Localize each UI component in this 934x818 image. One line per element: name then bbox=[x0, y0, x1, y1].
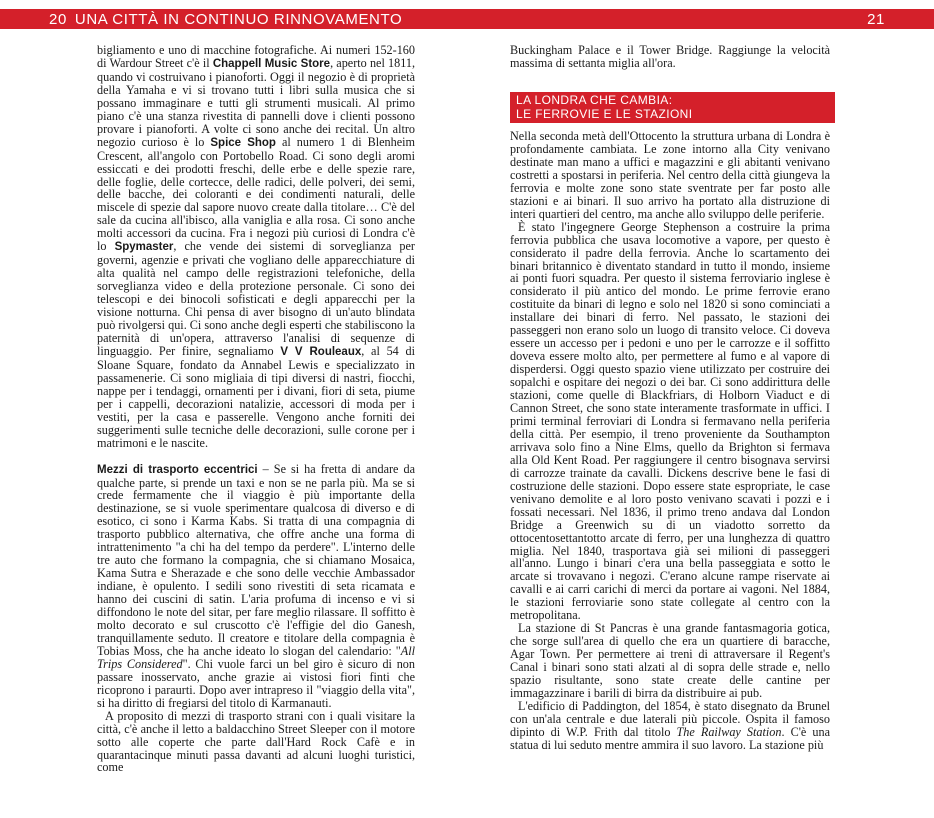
section-heading bbox=[510, 92, 835, 123]
shop-name: Spice Shop bbox=[210, 136, 276, 149]
paddington-paragraph: L'edificio di Paddington, del 1854, è stato disegnato da Brunel con un'ala centrale e due laterali più piccole. Ospita il famoso dipinto di W.P. Frith dal titolo The Railway Station. C'è una statua di lui seduto mentre ammira il suo lavoro. La stazione più bbox=[510, 698, 830, 752]
continued-paragraph: Buckingham Palace e il Tower Bridge. Raggiunge la velocità massima di settanta miglia all'ora. bbox=[510, 43, 830, 70]
running-header-bar bbox=[0, 9, 934, 29]
shop-name: Spymaster bbox=[114, 241, 174, 254]
right-column-top bbox=[510, 44, 830, 70]
section-heading-line-2: LE FERROVIE E LE STAZIONI bbox=[516, 106, 693, 121]
paragraph-lead: Mezzi di trasporto eccentrici bbox=[97, 463, 258, 476]
stephenson-paragraph: È stato l'ingegnere George Stephenson a costruire la prima ferrovia pubblica che usava locomotive a vapore, per questo è considerato il padre della ferrovia. Anche lo scartamento dei binari britannico è diventato standard in tutto il mondo, insieme ai ponti fuori squadra. Per questo il sistema ferroviario inglese è considerato il più antico del mondo. Le prime ferrovie erano costituite da binari di legno e solo nel 1820 si sono cominciati a installare dei binari di ferro. Nel passato, le stazioni dei passeggeri non erano solo un luogo di transito veloce. Ci doveva essere un accesso per i pedoni e uno per le carrozze e il soffitto doveva essere molto alto, per permettere al fumo e al vapore di disperdersi. Oggi questo spazio viene utilizzato per costruire dei sopalchi e ospitare dei negozi o dei bar. Ci sono addirittura delle stazioni, come quelle di Blackfriars, di Holborn Viaduct e di Cannon Street, che sono state interamente trasformate in uffici. I primi terminal ferroviari di Londra si fermavano nella periferia della città. Per esempio, il treno proveniente da Southampton arrivava solo fino a Nine Elms, quello da Brighton si fermava alla Old Kent Road. Per raggiungere il centro bisognava servirsi di carrozze trainate da cavalli. Dickens descrive bene le fasi di costruzione delle stazioni. Dopo essere state espropriate, le case venivano demolite e al loro posto venivano scavati i pozzi e i fossati necessari. Nel 1836, il primo treno andava dal London Bridge a Greenwich su di un viadotto sorretto da ottocentosettantotto arcate di ferro, per una lunghezza di quattro miglia. Nel 1840, trasportava già sei milioni di passeggeri all'anno. Lungo i binari c'era una bella passeggiata e sotto le arcate si trovavano i negozi. C'erano alcune rampe riservate ai cavalli e ai carri carichi di merci da portare ai vagoni. Nel 1884, le stazioni ferroviarie sono state collegate al centro con la metropolitana. bbox=[510, 219, 830, 623]
shop-name: Chappell Music Store bbox=[212, 57, 331, 70]
section-heading-line-1: LA LONDRA CHE CAMBIA: bbox=[516, 93, 673, 107]
shops-paragraph: bigliamento e uno di macchine fotografiche. Ai numeri 152-160 di Wardour Street c'è il Chappell Music Store, aperto nel 1811, quando vi costruivano i pianoforti. Oggi il negozio è di proprietà della Yamaha e vi si trovano tutti i libri sulla musica che si possano immaginare e tutti gli strumenti musicali. Al primo piano c'è una stanza rivestita di pannelli dove i clienti possono provare i pianoforti. A volte ci sono anche dei recital. Un altro negozio curioso è lo Spice Shop al numero 1 di Blenheim Crescent, all'angolo con Portobello Road. Ci sono degli aromi essiccati e dei prodotti freschi, delle erbe e delle spezie rare, delle foglie, delle cortecce, delle radici, delle polveri, dei semi, delle bacche, dei coloranti e dei condimenti naturali, delle miscele di spezie dal sapore nuovo create dalla titolare… C'è del sale da cucina all'ibisco, alla vaniglia e alla rosa. Ci sono anche molti accessori da cucina. Fra i negozi più curiosi di Londra c'è lo Spymaster, che vende dei sistemi di sorveglianza per governi, agenzie e privati che vogliano delle apparecchiature di alta qualità nel campo delle registrazioni telefoniche, della sorveglianza video e della protezione personale. Ci sono dei telescopi e dei binocoli sofisticati e degli apparecchi per la visione notturna. Chi pensa di aver bisogno di un'auto blindata può rivolgersi qui. Ci sono anche degli esperti che stabiliscono la paternità di un'opera, attraverso l'analisi di sequenze di linguaggio. Per finire, segnaliamo V V Rouleaux, al 54 di Sloane Square, fondato da Annabel Lewis e specializzato in passamenerie. Ci sono migliaia di tipi diversi di nastri, fiocchi, nappe per i tendaggi, ornamenti per i divani, fiori di seta, piume per i cappelli, decorazioni natalizie, accessori di moda per i vestiti, per la casa e passerelle. Vengono anche forniti dei suggerimenti sulle tecniche delle decorazioni, sulle corone per i matrimoni e le nascite. bbox=[97, 43, 416, 450]
st-pancras-paragraph: La stazione di St Pancras è una grande fantasmagoria gotica, che sorge sull'area di quello che era un quartiere di baracche, Agar Town. Per permettere ai treni di attraversare il Regent's Canal i binari sono stati alzati al di sopra delle strade e, nello spazio risultante, sono state create delle cantine per immagazzinare i barili di birra da distribuire ai pub. bbox=[510, 621, 830, 700]
slogan: All Trips Considered bbox=[97, 643, 415, 671]
shop-name: V V Rouleaux bbox=[280, 345, 362, 358]
street-sleeper-paragraph: A proposito di mezzi di trasporto strani con i quali visitare la città, c'è anche il letto a baldacchino Street Sleeper con il motore sotto alle coperte che parte dall'Hard Rock Cafè e in quarantacinque minuti passa davanti ad alcuni luoghi turistici, come bbox=[97, 708, 415, 775]
right-column bbox=[510, 130, 830, 752]
painting-title: The Railway Station bbox=[676, 724, 782, 739]
left-running-head bbox=[49, 9, 402, 29]
left-page-number: 20 bbox=[49, 11, 67, 28]
chapter-title: UNA CITTÀ IN CONTINUO RINNOVAMENTO bbox=[74, 11, 403, 28]
railway-intro-paragraph: Nella seconda metà dell'Ottocento la struttura urbana di Londra è profondamente cambiata. Le zone intorno alla City venivano destinate man mano a uffici e magazzini e gli abitanti venivano costretti a spostarsi in periferia. Nel centro della città giungeva la ferrovia e molte zone sono state sventrate per far posto alle stazioni e ai binari. Il suo arrivo ha portato alla distruzione di interi quartieri del centro, ma anche allo sviluppo delle periferie. bbox=[510, 129, 830, 221]
right-page-number: 21 bbox=[867, 11, 885, 28]
transport-paragraph: Mezzi di trasporto eccentrici – Se si ha fretta di andare da qualche parte, si prende un taxi e non se ne parla più. Ma se si crede fermamente che il viaggio è più importante della destinazione, se si vuole sperimentare qualcosa di diverso e di esotico, ci sono i Karma Kabs. Si tratta di una compagnia di trasporto pubblico alternativa, che offre anche una forma di intrattenimento "a chi ha del tempo da perdere". L'interno delle tre auto che formano la compagnia, che si chiamano Mosaica, Kama Sutra e Sherazade e che sono delle vecchie Ambassador indiane, è opulento. I sedili sono rivestiti di seta ricamata e hanno dei cuscini di satin. L'aria profuma di incenso e vi si diffondono le note del sitar, per fare meglio rilassare. Il soffitto è molto decorato e sul cruscotto c'è l'effigie del dio Ganesh, tranquillamente seduto. Il creatore e titolare della compagnia è Tobias Moss, che ha anche ideato lo slogan del calendario: "All Trips Considered". Chi vuole farci un bel giro è sicuro di non passare inosservato, anche grazie ai vistosi fiori finti che ricoprono i paraurti. Dopo aver intrapreso il "viaggio della vita", si ha diritto di fregiarsi del titolo di Karmanauti. bbox=[97, 461, 415, 710]
left-column bbox=[97, 44, 415, 774]
